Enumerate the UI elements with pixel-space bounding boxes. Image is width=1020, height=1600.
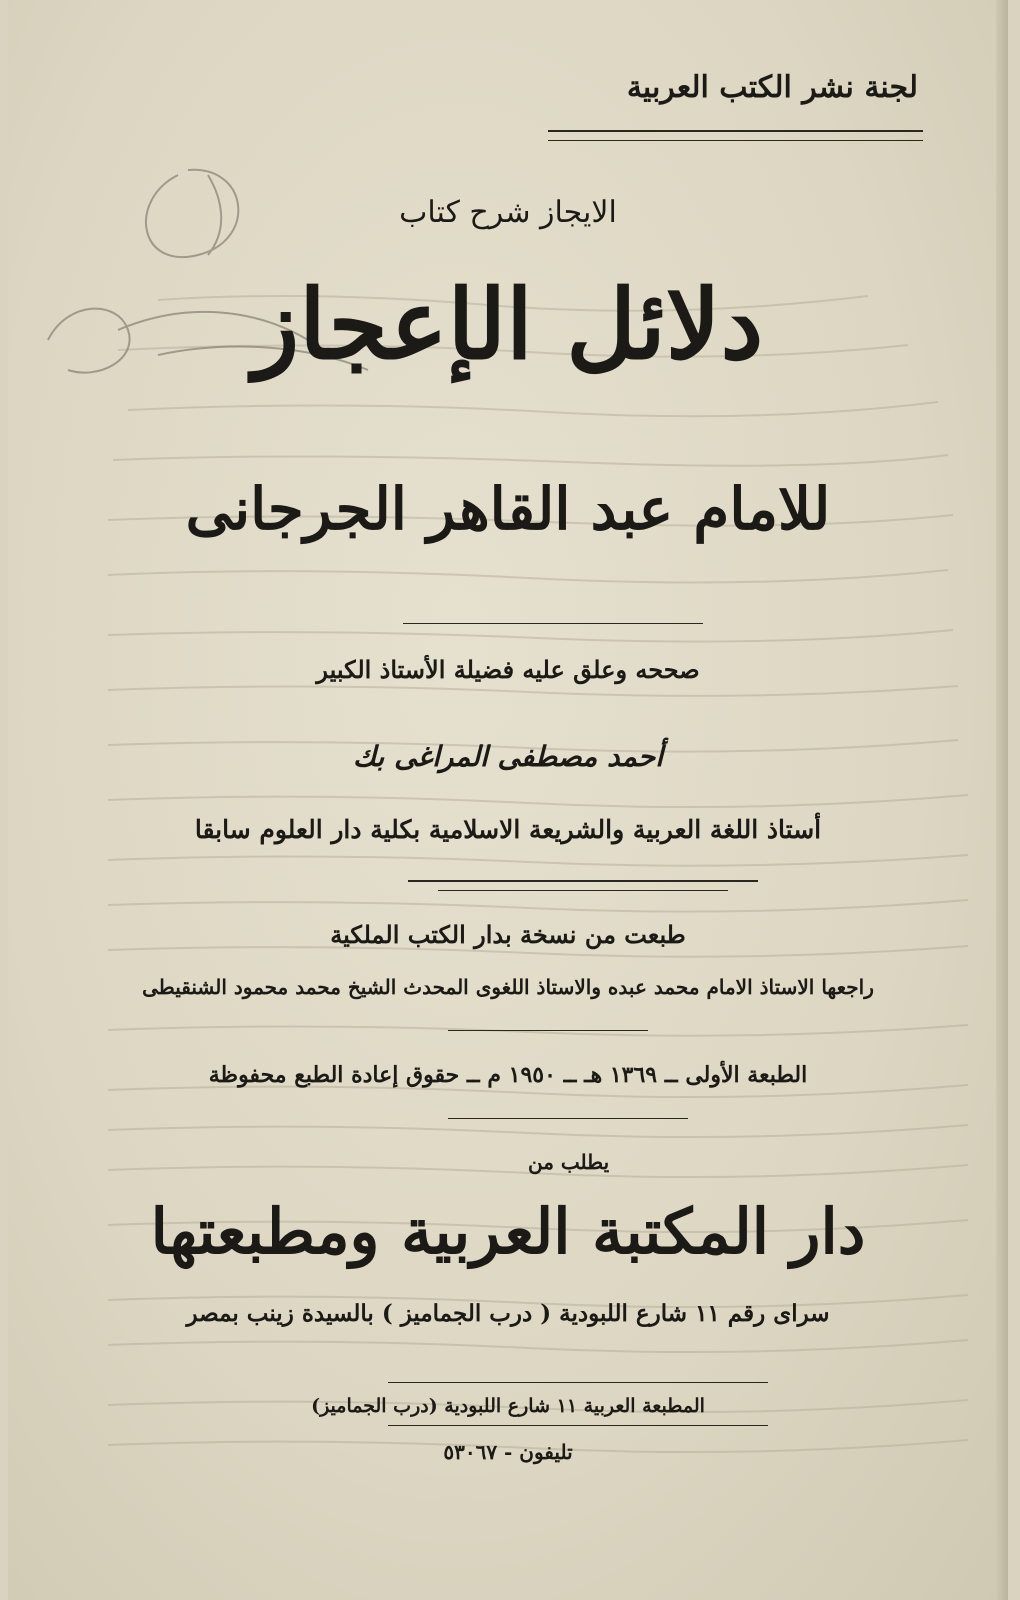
divider-1	[403, 623, 703, 624]
bookstore-name: دار المكتبة العربية ومطبعتها	[150, 1195, 866, 1268]
publisher-underline	[548, 130, 923, 132]
reviewers: راجعها الاستاذ الامام محمد عبده والاستاذ اللغوى المحدث الشيخ محمد محمود الشنقيطى	[142, 975, 874, 999]
page-edge	[996, 0, 1008, 1600]
press-rule-bottom	[388, 1425, 768, 1426]
publisher-underline-2	[548, 140, 923, 141]
edition-info: الطبعة الأولى ــ ١٣٦٩ هـ ــ ١٩٥٠ م ــ حقوق إعادة الطبع محفوظة	[208, 1062, 808, 1088]
editor-intro: صححه وعلق عليه فضيلة الأستاذ الكبير	[316, 655, 700, 684]
title-preface: الايجاز شرح كتاب	[399, 195, 617, 230]
press-rule-top	[388, 1382, 768, 1383]
phone-number: تليفون - ٥٣٠٦٧	[443, 1440, 573, 1464]
printed-from: طبعت من نسخة بدار الكتب الملكية	[330, 920, 686, 949]
pencil-marks	[8, 0, 1008, 1600]
divider-3	[448, 1118, 688, 1119]
press-name: المطبعة العربية ١١ شارع اللبودية (درب الجماميز)	[311, 1395, 705, 1417]
request-label: يطلب من	[528, 1150, 610, 1174]
bookstore-address: سراى رقم ١١ شارع اللبودية ( درب الجماميز ) بالسيدة زينب بمصر	[186, 1300, 830, 1327]
double-rule-bottom	[438, 890, 728, 891]
author-name: للامام عبد القاهر الجرجانى	[185, 475, 831, 543]
book-title-page	[8, 0, 1008, 1600]
divider-2	[448, 1030, 648, 1031]
editor-position: أستاذ اللغة العربية والشريعة الاسلامية بكلية دار العلوم سابقا	[194, 815, 822, 844]
publisher-name: لجنة نشر الكتب العربية	[626, 70, 918, 105]
double-rule-top	[408, 880, 758, 882]
book-title: دلائل الإعجاز	[252, 268, 764, 381]
editor-name: أحمد مصطفى المراغى بك	[352, 740, 664, 773]
